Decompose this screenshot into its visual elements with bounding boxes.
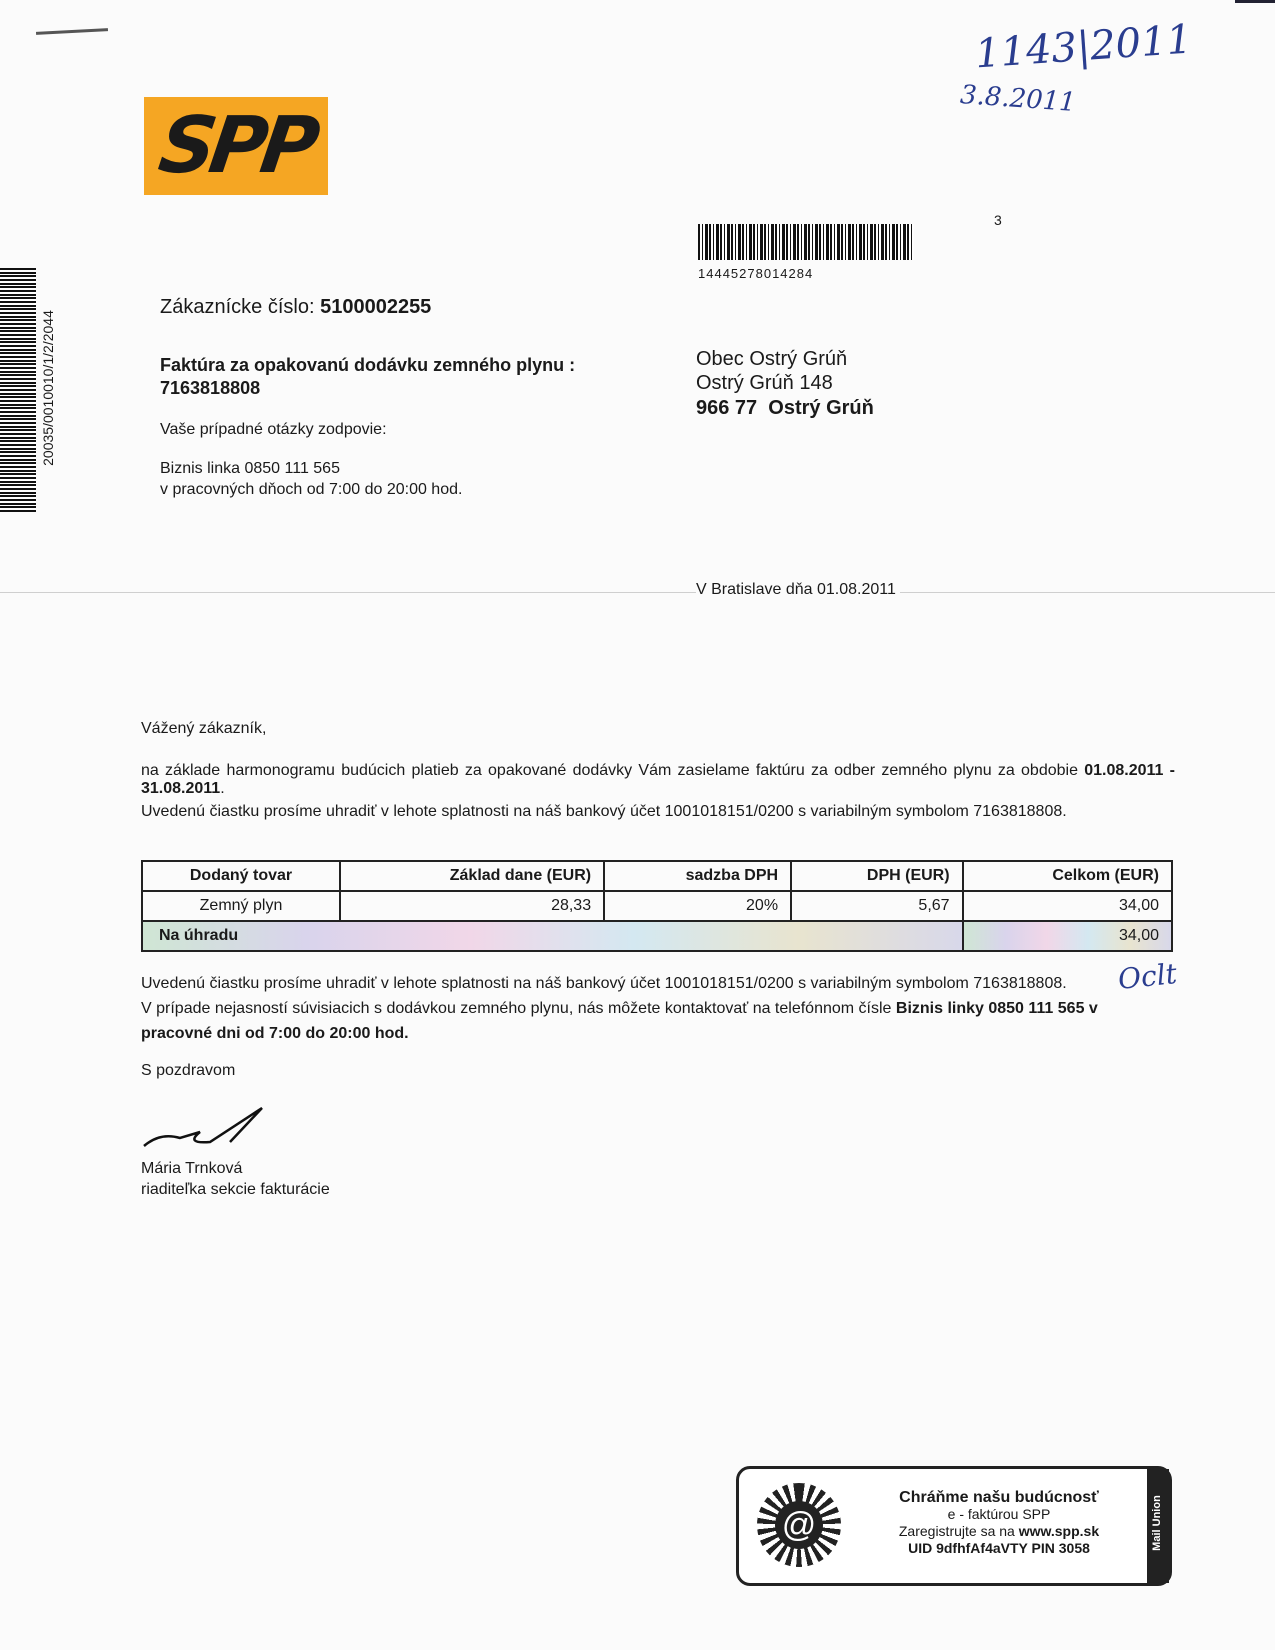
signer-name: Mária Trnková [141, 1160, 243, 1177]
place-date: V Bratislave dňa 01.08.2011 [696, 581, 900, 599]
hours-text: v pracovných dňoch od 7:00 do 20:00 hod. [160, 481, 463, 498]
cell-goods: Zemný plyn [142, 891, 340, 921]
scan-edge [1235, 0, 1275, 3]
cell-total: 34,00 [963, 891, 1172, 921]
divider [0, 592, 1275, 593]
customer-label: Zákaznícke číslo: [160, 296, 315, 318]
signer-title: riaditeľka sekcie fakturácie [141, 1181, 330, 1198]
sunflower-icon [757, 1483, 841, 1567]
total-value: 34,00 [963, 921, 1172, 951]
handwritten-reg-number: 1143|2011 [973, 16, 1194, 78]
paragraph-2: Uvedenú čiastku prosíme uhradiť v lehote splatnosti na náš bankový účet 1001018151/0200 s variabilným symbolom 7163818808. [141, 803, 1067, 820]
paragraph-1 [141, 762, 1175, 798]
mail-union-text: Mail Union [1151, 1495, 1163, 1551]
header-vat-rate: sadzba DPH [604, 861, 791, 891]
table-header-row [142, 861, 1172, 891]
e-invoice-line3 [879, 1523, 1119, 1540]
e-invoice-register: Zaregistrujte sa na [898, 1523, 1015, 1539]
paragraph-4-text: V prípade nejasností súvisiacich s dodávkou zemného plynu, nás môžete kontaktovať na telefónnom čísle [141, 1000, 892, 1017]
customer-number: 5100002255 [320, 296, 432, 318]
salutation: Vážený zákazník, [141, 720, 267, 737]
recipient-city: 966 77 Ostrý Grúň [696, 397, 874, 419]
e-invoice-line2: e - faktúrou SPP [947, 1506, 1051, 1522]
total-label: Na úhradu [142, 921, 963, 951]
spp-logo [144, 97, 328, 195]
header-vat: DPH (EUR) [791, 861, 963, 891]
barcode [698, 224, 914, 260]
cell-vat: 5,67 [791, 891, 963, 921]
invoice-title: Faktúra za opakovanú dodávku zemného plynu : [160, 355, 576, 375]
logo-text: SPP [153, 101, 319, 191]
e-invoice-line1: Chráňme našu budúcnosť [899, 1489, 1099, 1506]
hotline-text: Biznis linka 0850 111 565 [160, 460, 340, 477]
header-total: Celkom (EUR) [963, 861, 1172, 891]
contact-info: Biznis linky 0850 111 565 v pracovné dni od 7:00 do 20:00 hod. [141, 1000, 1098, 1042]
total-row [142, 921, 1172, 951]
header-goods: Dodaný tovar [142, 861, 340, 891]
barcode-number: 14445278014284 [698, 266, 814, 281]
mail-union-logo [1147, 1469, 1169, 1583]
signature-stroke [144, 1108, 262, 1146]
signature [140, 1102, 270, 1152]
recipient-street: Ostrý Grúň 148 [696, 372, 833, 394]
side-barcode [0, 268, 36, 512]
recipient-name: Obec Ostrý Grúň [696, 348, 848, 370]
handwritten-note: Oclt [1116, 957, 1179, 996]
paragraph-1-text: na základe harmonogramu budúcich platieb za opakované dodávky Vám zasielame faktúru za odber zemného plynu za obdobie [141, 762, 1078, 779]
handwritten-date: 3.8.2011 [959, 79, 1077, 119]
invoice-number: 7163818808 [160, 378, 261, 398]
paragraph-1-end: . [220, 780, 225, 797]
at-icon: @ [775, 1501, 823, 1549]
paragraph-3: Uvedenú čiastku prosíme uhradiť v lehote splatnosti na náš bankový účet 1001018151/0200 s variabilným symbolom 7163818808. [141, 975, 1067, 992]
e-invoice-box [736, 1466, 1172, 1586]
cell-tax-base: 28,33 [340, 891, 604, 921]
spp-link[interactable]: www.spp.sk [1018, 1523, 1100, 1539]
questions-text: Vaše prípadné otázky zodpovie: [160, 421, 387, 438]
cell-vat-rate: 20% [604, 891, 791, 921]
page-number: 3 [994, 212, 1002, 228]
header-tax-base: Základ dane (EUR) [340, 861, 604, 891]
table-row [142, 891, 1172, 921]
customer-number-line [160, 296, 431, 319]
e-invoice-text [879, 1489, 1119, 1557]
paragraph-4 [141, 996, 1121, 1046]
invoice-table [141, 860, 1173, 952]
side-code: 20035/0010010/1/2/2044 [40, 310, 56, 466]
scan-mark [36, 28, 108, 35]
closing: S pozdravom [141, 1062, 236, 1079]
billing-period: 01.08.2011 - 31.08.2011 [141, 762, 1176, 797]
e-invoice-credentials: UID 9dfhfAf4aVTY PIN 3058 [908, 1540, 1090, 1556]
